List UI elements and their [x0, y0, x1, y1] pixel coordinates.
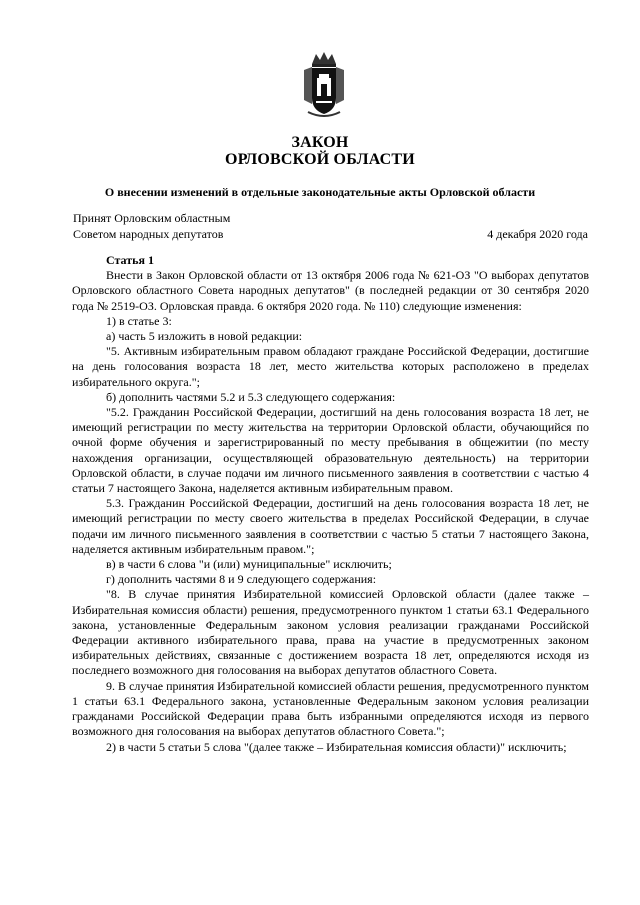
adopted-by-line-2: Советом народных депутатов — [73, 227, 224, 241]
paragraph: "5.2. Гражданин Российской Федерации, достигший на день голосования возраста 18 лет, не имеющий регистрации по месту жительства на территории Орловской области, обучающийся по очной форме обучения и зарегистрированный по месту пребывания в общежитии (по месту нахождения организации, осуществляющей образовательную деятельность) на территории Орловской области, в случае подачи им личного письменного заявления в соответствии с частью 4 статьи 7 настоящего Закона, наделяется активным избирательным правом. — [72, 405, 589, 496]
paragraph: 5.3. Гражданин Российской Федерации, достигший на день голосования возраста 18 лет, не имеющий регистрации по месту своего жительства в пределах Российской Федерации, в случае подачи им личного письменного заявления в соответствии с частью 5 статьи 7 настоящего Закона, наделяется активным избирательным правом."; — [72, 496, 589, 556]
paragraph: в) в части 6 слова "и (или) муниципальные" исключить; — [106, 557, 392, 572]
paragraph: 2) в части 5 статьи 5 слова "(далее также – Избирательная комиссия области)" исключить; — [106, 739, 567, 754]
coat-of-arms-icon — [300, 50, 348, 120]
paragraph: г) дополнить частями 8 и 9 следующего содержания: — [106, 572, 377, 587]
paragraph: б) дополнить частями 5.2 и 5.3 следующего содержания: — [106, 389, 396, 404]
law-subtitle: О внесении изменений в отдельные законодательные акты Орловской области — [104, 185, 536, 199]
region-title: ОРЛОВСКОЙ ОБЛАСТИ — [225, 151, 415, 168]
adoption-date: 4 декабря 2020 года — [487, 227, 588, 241]
paragraph: 1) в статье 3: — [106, 313, 172, 328]
paragraph: "5. Активным избирательным правом обладают граждане Российской Федерации, достигшие на день голосования возраста 18 лет, место жительства которых расположено в пределах избирательного округа."; — [72, 344, 589, 389]
paragraph: а) часть 5 изложить в новой редакции: — [106, 329, 303, 344]
article-title: Статья 1 — [106, 253, 154, 267]
adopted-by-line-1: Принят Орловским областным — [73, 211, 231, 225]
paragraph: 9. В случае принятия Избирательной комиссией области решения, предусмотренного пунктом 1 статьи 63.1 Федерального закона, установленные Федеральным законом условия реализации гражданами Российской Федерации права быть избранными определяются исходя из первого возможного дня голосования на выборах депутатов областного Совета."; — [72, 678, 589, 739]
law-title: ЗАКОН — [291, 134, 349, 151]
article-body — [72, 253, 589, 755]
paragraph: "8. В случае принятия Избирательной комиссией Орловской области (далее также – Избирательная комиссия области) решения, предусмотренного пунктом 1 статьи 63.1 Федерального закона, установленные Федеральным законом условия реализации гражданами Российской Федерации активного избирательного права, права на участие в предусмотренных законом избирательных действиях, связанные с достижением возраста 18 лет, определяются исходя из последнего возможного дня голосования на выборах депутатов областного Совета. — [72, 587, 589, 678]
paragraph: Внести в Закон Орловской области от 13 октября 2006 года № 621-ОЗ "О выборах депутатов Орловского областного Совета народных депутатов" (в последней редакции от 30 сентября 2020 года № 2519-ОЗ. Орловская правда. 6 октября 2020 года. № 110) следующие изменения: — [72, 268, 589, 313]
